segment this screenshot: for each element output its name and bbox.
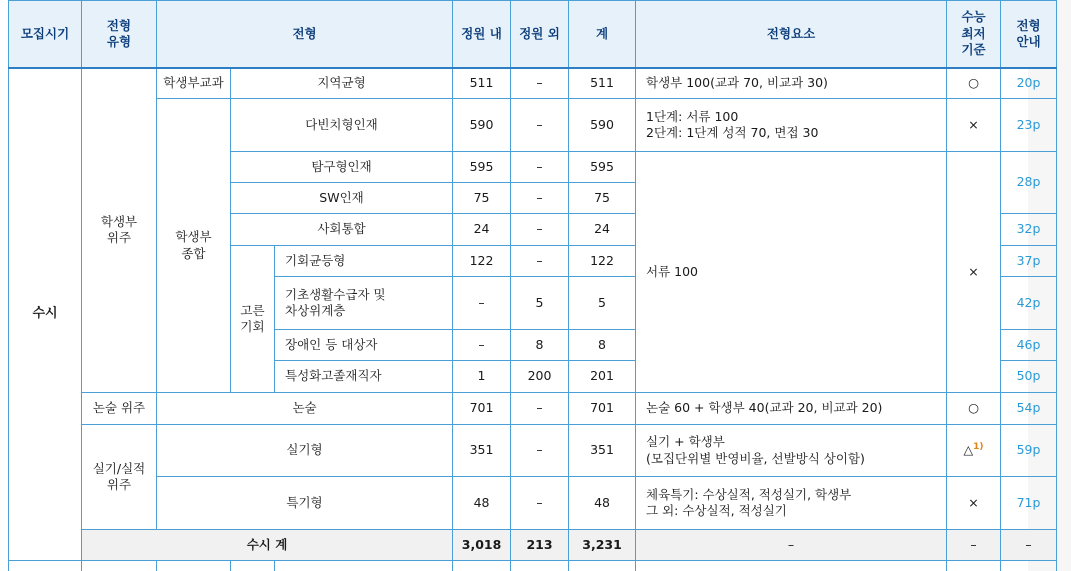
outside-count: – (511, 425, 569, 477)
elements-text: 실기 + 학생부 (모집단위별 반영비율, 선발방식 상이함) (646, 434, 865, 466)
within-count: 48 (453, 477, 511, 530)
subgroup-comprehensive (157, 99, 231, 393)
cont-cell (453, 561, 511, 571)
total-count: 75 (569, 183, 636, 214)
admission-name-text: 기초생활수급자 및 차상위계층 (285, 286, 386, 318)
admission-name: 사회통합 (231, 214, 453, 246)
total-count: 5 (569, 277, 636, 330)
guide-page-link[interactable]: 71p (1001, 477, 1057, 530)
cont-cell (636, 561, 947, 571)
admission-name: 실기형 (157, 425, 453, 477)
header-type-text: 전형 유형 (106, 17, 132, 49)
period-cell: 수시 (9, 68, 82, 561)
admission-name: 논술 (157, 393, 453, 425)
header-guide-text: 전형 안내 (1016, 17, 1041, 49)
group-label: 실기/실적 위주 (92, 460, 146, 492)
table-row (9, 99, 1057, 152)
outside-count: – (511, 214, 569, 246)
header-csat (947, 1, 1001, 68)
table-row (9, 477, 1057, 530)
within-count: 595 (453, 152, 511, 183)
admission-name: 특기형 (157, 477, 453, 530)
elements-text: 체육특기: 수상실적, 적성실기, 학생부 그 외: 수상실적, 적성실기 (646, 486, 852, 518)
within-count: 701 (453, 393, 511, 425)
outside-count: 200 (511, 361, 569, 393)
within-count: 511 (453, 68, 511, 99)
outside-count: 8 (511, 330, 569, 361)
total-outside: 213 (511, 530, 569, 561)
table-row (9, 68, 1057, 99)
total-count: 351 (569, 425, 636, 477)
group-essay: 논술 위주 (82, 393, 157, 425)
table-row (9, 425, 1057, 477)
outside-count: – (511, 246, 569, 277)
elements-cell: 학생부 100(교과 70, 비교과 30) (636, 68, 947, 99)
csat-cell: ○ (947, 393, 1001, 425)
cont-cell (511, 561, 569, 571)
within-count: – (453, 277, 511, 330)
within-count: 75 (453, 183, 511, 214)
header-admission: 전형 (157, 1, 453, 68)
guide-page-link[interactable]: 32p (1001, 214, 1057, 246)
cont-cell (82, 561, 157, 571)
cont-cell (231, 561, 275, 571)
subgroup-equal-opportunity (231, 246, 275, 393)
within-count: 1 (453, 361, 511, 393)
admission-name: 특성화고졸재직자 (275, 361, 453, 393)
csat-cell (947, 425, 1001, 477)
elements-cell (636, 99, 947, 152)
elements-cell (636, 477, 947, 530)
outside-count: – (511, 152, 569, 183)
total-count: 8 (569, 330, 636, 361)
header-total: 계 (569, 1, 636, 68)
guide-page-link[interactable]: 20p (1001, 68, 1057, 99)
csat-mark: △ (963, 442, 974, 458)
admission-table (8, 0, 1057, 571)
header-elements: 전형요소 (636, 1, 947, 68)
guide-page-link[interactable]: 54p (1001, 393, 1057, 425)
subgroup-label: 고른 기회 (240, 302, 265, 334)
header-outside: 정원 외 (511, 1, 569, 68)
guide-page-link[interactable]: 50p (1001, 361, 1057, 393)
csat-cell: × (947, 477, 1001, 530)
total-row (9, 530, 1057, 561)
guide-page-link[interactable]: 42p (1001, 277, 1057, 330)
table-row (9, 393, 1057, 425)
admission-name: 기회균등형 (275, 246, 453, 277)
guide-page-link[interactable]: 23p (1001, 99, 1057, 152)
cont-cell (947, 561, 1001, 571)
csat-cell: × (947, 99, 1001, 152)
within-count: – (453, 330, 511, 361)
total-page: – (1001, 530, 1057, 561)
outside-count: – (511, 68, 569, 99)
admission-name: 지역균형 (231, 68, 453, 99)
total-label: 수시 계 (82, 530, 453, 561)
admission-name: 탐구형인재 (231, 152, 453, 183)
subgroup-course: 학생부교과 (157, 68, 231, 99)
cont-cell (9, 561, 82, 571)
total-count: 201 (569, 361, 636, 393)
elements-shared-cell: 서류 100 (636, 152, 947, 393)
group-student-record (82, 68, 157, 393)
within-count: 24 (453, 214, 511, 246)
csat-shared-cell: × (947, 152, 1001, 393)
header-type (82, 1, 157, 68)
group-label: 학생부 위주 (100, 214, 138, 246)
outside-count: – (511, 99, 569, 152)
cont-cell (1001, 561, 1057, 571)
header-guide (1001, 1, 1057, 68)
admission-name: 장애인 등 대상자 (275, 330, 453, 361)
total-csat: – (947, 530, 1001, 561)
elements-cell (636, 425, 947, 477)
subgroup-label: 학생부 종합 (175, 229, 212, 261)
total-count: 590 (569, 99, 636, 152)
within-count: 590 (453, 99, 511, 152)
total-sum: 3,231 (569, 530, 636, 561)
outside-count: – (511, 183, 569, 214)
total-count: 48 (569, 477, 636, 530)
group-practical (82, 425, 157, 530)
admission-name (275, 277, 453, 330)
table-row-continuation (9, 561, 1057, 571)
within-count: 351 (453, 425, 511, 477)
total-count: 595 (569, 152, 636, 183)
header-period: 모집시기 (9, 1, 82, 68)
total-count: 122 (569, 246, 636, 277)
guide-page-link[interactable]: 46p (1001, 330, 1057, 361)
guide-page-link[interactable]: 28p (1001, 152, 1057, 214)
header-csat-text: 수능 최저 기준 (961, 9, 986, 57)
admission-name: 다빈치형인재 (231, 99, 453, 152)
total-count: 701 (569, 393, 636, 425)
guide-page-link[interactable]: 59p (1001, 425, 1057, 477)
total-count: 24 (569, 214, 636, 246)
elements-cell: 논술 60 + 학생부 40(교과 20, 비교과 20) (636, 393, 947, 425)
total-within: 3,018 (453, 530, 511, 561)
outside-count: 5 (511, 277, 569, 330)
outside-count: – (511, 477, 569, 530)
footnote-marker: 1) (973, 442, 984, 453)
total-count: 511 (569, 68, 636, 99)
cont-cell (275, 561, 453, 571)
cont-cell (157, 561, 231, 571)
elements-text: 1단계: 서류 100 2단계: 1단계 성적 70, 면접 30 (646, 108, 819, 140)
header-within: 정원 내 (453, 1, 511, 68)
within-count: 122 (453, 246, 511, 277)
total-elements: – (636, 530, 947, 561)
guide-page-link[interactable]: 37p (1001, 246, 1057, 277)
cont-cell (569, 561, 636, 571)
csat-cell: ○ (947, 68, 1001, 99)
outside-count: – (511, 393, 569, 425)
admission-name: SW인재 (231, 183, 453, 214)
